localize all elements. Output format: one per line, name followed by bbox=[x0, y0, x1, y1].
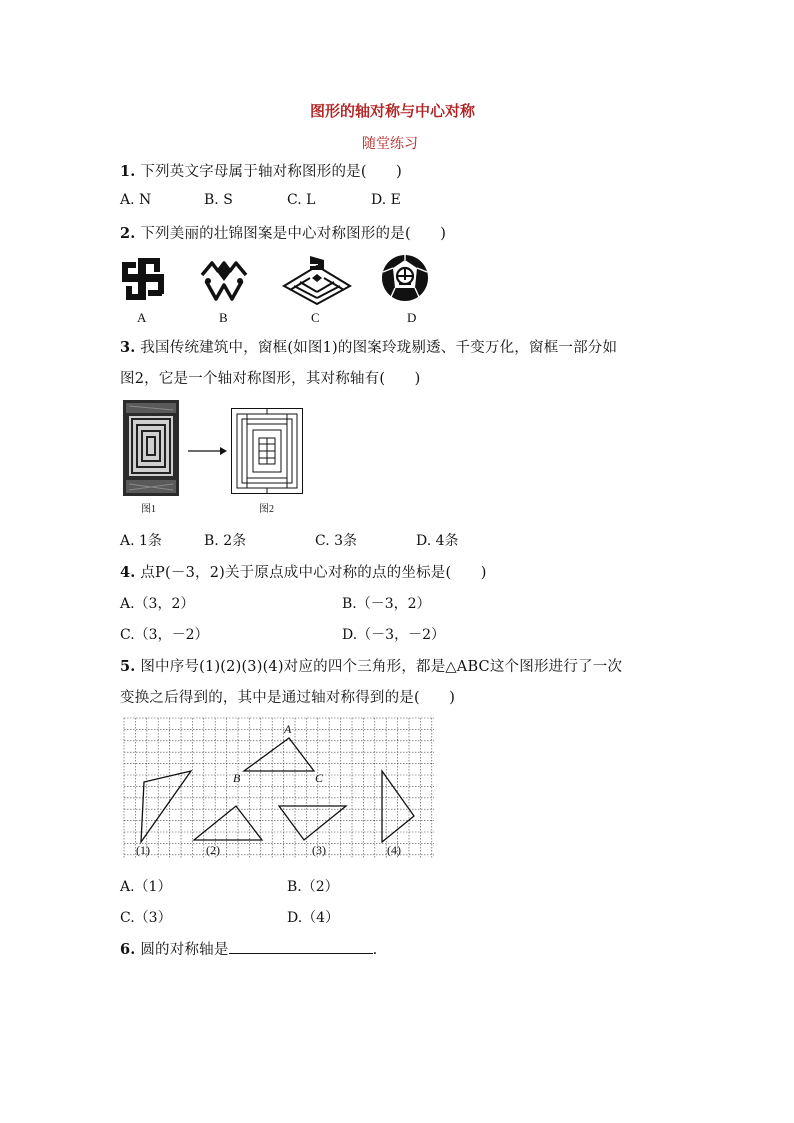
window-diagram-figure bbox=[231, 408, 303, 494]
figure-4-label: (4) bbox=[387, 843, 401, 857]
page-subtitle: 随堂练习 bbox=[362, 136, 418, 152]
question-number: 5. bbox=[120, 658, 136, 675]
q3-option-a: A. 1条 bbox=[120, 533, 162, 549]
brocade-pattern-a bbox=[120, 256, 166, 302]
brocade-pattern-d bbox=[381, 254, 429, 302]
q4-option-a: A.（3，2） bbox=[120, 596, 195, 612]
question-text: 点P(－3，2)关于原点成中心对称的点的坐标是( ) bbox=[140, 565, 487, 581]
fig1-caption: 图1 bbox=[141, 504, 156, 515]
question-period: . bbox=[372, 942, 378, 958]
q4-option-b: B.（－3，2） bbox=[342, 596, 431, 612]
vertex-b-label: B bbox=[233, 771, 241, 785]
question-text-line1: 图中序号(1)(2)(3)(4)对应的四个三角形，都是△ABC这个图形进行了一次 bbox=[140, 659, 623, 675]
q3-option-b: B. 2条 bbox=[204, 533, 247, 549]
answer-blank[interactable] bbox=[229, 939, 373, 954]
triangle-1 bbox=[141, 771, 191, 842]
question-number: 2. bbox=[120, 225, 136, 242]
figure-2-label: (2) bbox=[206, 843, 220, 857]
window-photo-figure bbox=[123, 400, 179, 496]
question-number: 3. bbox=[120, 339, 136, 356]
q1-option-a: A. N bbox=[120, 192, 152, 208]
q4-option-c: C.（3，－2） bbox=[120, 627, 209, 643]
question-text: 圆的对称轴是 bbox=[140, 942, 229, 958]
question-number: 4. bbox=[120, 564, 136, 581]
q1-option-c: C. L bbox=[287, 192, 316, 208]
question-6 bbox=[120, 938, 377, 959]
question-4 bbox=[120, 561, 487, 582]
question-1 bbox=[120, 160, 402, 181]
fig2-caption: 图2 bbox=[259, 504, 274, 515]
triangle-grid-figure bbox=[124, 718, 434, 858]
question-number: 6. bbox=[120, 941, 136, 958]
question-5 bbox=[120, 655, 622, 676]
question-2 bbox=[120, 222, 446, 243]
q5-option-c: C.（3） bbox=[120, 910, 172, 926]
q3-option-c: C. 3条 bbox=[315, 533, 358, 549]
q2-label-b: B bbox=[219, 310, 228, 325]
question-number: 1. bbox=[120, 163, 136, 180]
triangle-3 bbox=[279, 806, 346, 840]
question-text: 下列英文字母属于轴对称图形的是( ) bbox=[140, 164, 402, 180]
question-3-line2: 图2，它是一个轴对称图形，其对称轴有( ) bbox=[120, 371, 421, 387]
question-text-line1: 我国传统建筑中，窗框(如图1)的图案玲珑剔透、千变万化，窗框一部分如 bbox=[140, 340, 618, 356]
vertex-c-label: C bbox=[315, 771, 324, 785]
q2-label-a: A bbox=[137, 310, 147, 325]
triangle-abc bbox=[244, 738, 314, 771]
figure-3-label: (3) bbox=[312, 843, 326, 857]
brocade-pattern-c bbox=[280, 252, 354, 306]
figure-1-label: (1) bbox=[136, 843, 150, 857]
q3-option-d: D. 4条 bbox=[416, 533, 459, 549]
q2-label-c: C bbox=[311, 310, 320, 325]
q5-option-b: B.（2） bbox=[287, 879, 339, 895]
question-5-line2: 变换之后得到的，其中是通过轴对称得到的是( ) bbox=[120, 690, 456, 706]
q4-option-d: D.（－3，－2） bbox=[342, 627, 445, 643]
question-3 bbox=[120, 336, 617, 357]
q2-label-d: D bbox=[407, 310, 417, 325]
question-text: 下列美丽的壮锦图案是中心对称图形的是( ) bbox=[140, 226, 447, 242]
brocade-pattern-b bbox=[196, 255, 252, 305]
page-title: 图形的轴对称与中心对称 bbox=[310, 102, 476, 120]
q1-option-b: B. S bbox=[204, 192, 233, 208]
arrow-icon bbox=[188, 446, 228, 456]
q5-option-a: A.（1） bbox=[120, 879, 172, 895]
vertex-a-label: A bbox=[284, 722, 292, 736]
q1-option-d: D. E bbox=[371, 192, 401, 208]
triangle-2 bbox=[194, 806, 262, 840]
q5-option-d: D.（4） bbox=[287, 910, 340, 926]
